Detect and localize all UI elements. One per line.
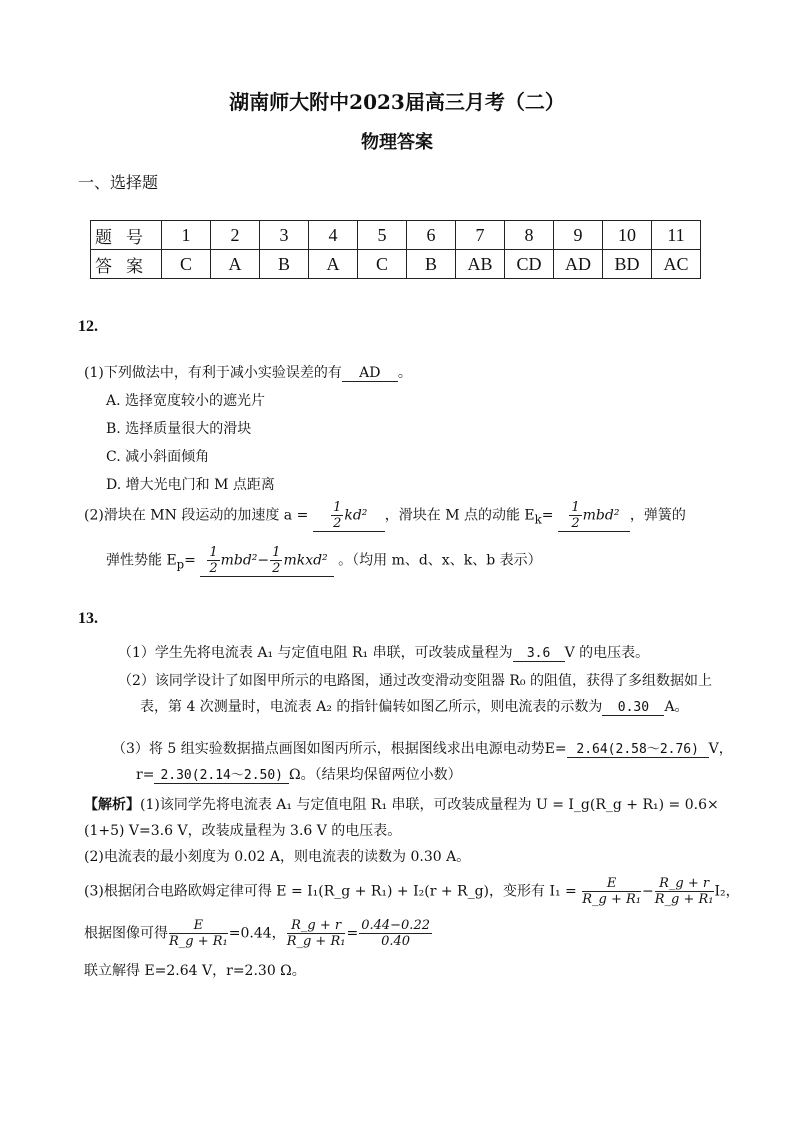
table-cell: BD: [603, 250, 652, 279]
page-subtitle: 物理答案: [361, 132, 433, 153]
q13-part1: （1）学生先将电流表 A₁ 与定值电阻 R₁ 串联，可改装成量程为 3.6 V 的电压表。: [118, 645, 650, 661]
table-cell: A: [309, 250, 358, 279]
q12-part1-end: 。: [397, 365, 412, 381]
table-cell: 4: [309, 221, 358, 250]
table-cell: 2: [211, 221, 260, 250]
q12-part2-text-b: ，滑块在 M 点的动能 E: [384, 507, 535, 524]
fraction-half: $\frac{1}{2}$: [272, 545, 281, 576]
option-a: A. 选择宽度较小的遮光片: [106, 393, 266, 409]
table-cell: 11: [652, 221, 701, 250]
table-cell: CD: [505, 250, 554, 279]
page-title: 湖南师大附中2023届高三月考（二）: [229, 90, 565, 114]
q13-emf-answer: 2.64(2.58～2.76): [567, 738, 709, 758]
table-cell: C: [358, 250, 407, 279]
table-cell: A: [211, 250, 260, 279]
question-number: 13.: [78, 610, 98, 627]
fraction-half: $\frac{1}{2}$: [333, 500, 342, 531]
answer-table: [90, 220, 701, 279]
table-cell: 8: [505, 221, 554, 250]
table-cell: 6: [407, 221, 456, 250]
q13-part3-line1: （3）将 5 组实验数据描点画图如图丙所示，根据图线求出电源电动势E= 2.64(2.58～2.76) V，: [112, 738, 733, 758]
table-cell: C: [162, 250, 211, 279]
fraction-e-over-r: $\frac{E}{\text{R\_g + R₁}}$: [169, 918, 228, 949]
fraction-r-over-r: $\frac{R\_g + r}{\text{R\_g + R₁}}$: [286, 918, 346, 949]
table-cell: 10: [603, 221, 652, 250]
q12-part2-note: 。（均用 m、d、x、k、b 表示）: [338, 552, 542, 569]
table-row: [91, 221, 701, 250]
table-cell: AC: [652, 250, 701, 279]
q12-part1: [84, 362, 412, 382]
q12-acceleration-answer: $\frac{1}{2}$ kd²: [313, 500, 385, 532]
q12-part2-line2: 弹性势能 $E_p=$ $\frac{1}{2}$ mbd²− $\frac{1}{2}$ mkxd² 。（均用 m、d、x、k、b 表示）: [106, 545, 542, 576]
table-cell: B: [407, 250, 456, 279]
fraction-half: $\frac{1}{2}$: [571, 500, 580, 531]
table-cell: 9: [554, 221, 603, 250]
analysis-line6: 联立解得 E=2.64 V，r=2.30 Ω。: [84, 963, 306, 979]
fraction-r-over-r: $\frac{R\_g + r}{\text{R\_g + R₁}}$: [654, 876, 714, 907]
row-label: 答案: [91, 250, 162, 279]
q12-elastic-energy-answer: $\frac{1}{2}$ mbd²− $\frac{1}{2}$ mkxd²: [200, 545, 333, 577]
fraction-slope: $\frac{0.44-0.22}{0.40}$: [361, 918, 430, 949]
analysis-label: 【解析】: [84, 797, 140, 813]
fraction-half: $\frac{1}{2}$: [209, 545, 218, 576]
table-cell: 3: [260, 221, 309, 250]
q12-part2-line1: (2)滑块在 MN 段运动的加速度 a = $\frac{1}{2}$ kd² ，滑块在 M 点的动能 $E_k=$ $\frac{1}{2}$ mbd² ，弹簧的: [84, 500, 686, 531]
table-cell: 1: [162, 221, 211, 250]
table-cell: AD: [554, 250, 603, 279]
row-label: 题号: [91, 221, 162, 250]
q12-part1-answer: AD: [342, 365, 398, 382]
analysis-line1: 【解析】(1)该同学先将电流表 A₁ 与定值电阻 R₁ 串联，可改装成量程为 U = I_g(R_g + R₁) = 0.6×: [84, 797, 719, 813]
analysis-line5: 根据图像可得 $\frac{E}{\text{R\_g + R₁}}$ =0.44， $\frac{R\_g + r}{\text{R\_g + R₁}}$ = $\frac{0.44-0.22}{0.40}$: [84, 918, 430, 949]
section-heading: 一、选择题: [78, 173, 159, 192]
option-d: D. 增大光电门和 M 点距离: [106, 477, 275, 493]
fraction-e-over-r: $\frac{E}{\text{R\_g + R₁}}$: [582, 876, 642, 907]
table-cell: 7: [456, 221, 505, 250]
analysis-line2: (1+5) V=3.6 V，改装成量程为 3.6 V 的电压表。: [84, 823, 402, 839]
q12-part2-text-a: (2)滑块在 MN 段运动的加速度 a =: [84, 507, 309, 524]
q13-part2-line1: （2）该同学设计了如图甲所示的电路图，通过改变滑动变阻器 R₀ 的阻值，获得了多组数据如上: [118, 673, 712, 689]
analysis-line3: (2)电流表的最小刻度为 0.02 A，则电流表的读数为 0.30 A。: [84, 849, 471, 865]
q12-part2-text-c: ，弹簧的: [629, 507, 686, 524]
question-number: 12.: [78, 318, 98, 335]
q13-part3-line2: r= 2.30(2.14～2.50) Ω。（结果均保留两位小数）: [136, 764, 462, 784]
table-cell: B: [260, 250, 309, 279]
table-row: [91, 250, 701, 279]
q13-resistance-answer: 2.30(2.14～2.50): [154, 764, 289, 784]
analysis-line4: (3)根据闭合电路欧姆定律可得 E = I₁(R_g + R₁) + I₂(r + R_g)，变形有 I₁ = $\frac{E}{\text{R\_g + R₁}}$ − $\frac{R\_g + r}{\text{R\_g + R₁}}$ I₂，: [84, 876, 740, 907]
option-c: C. 减小斜面倾角: [106, 449, 210, 465]
table-cell: 5: [358, 221, 407, 250]
q13-part2-line2: 表，第 4 次测量时，电流表 A₂ 的指针偏转如图乙所示，则电流表的示数为 0.30 A。: [140, 699, 689, 715]
option-b: B. 选择质量很大的滑块: [106, 421, 252, 437]
q12-kinetic-energy-answer: $\frac{1}{2}$ mbd²: [558, 500, 630, 532]
q13-part2-answer: 0.30: [602, 700, 664, 716]
q13-part1-answer: 3.6: [513, 646, 565, 662]
q12-part1-text: (1)下列做法中，有利于减小实验误差的有: [84, 365, 342, 381]
table-cell: AB: [456, 250, 505, 279]
